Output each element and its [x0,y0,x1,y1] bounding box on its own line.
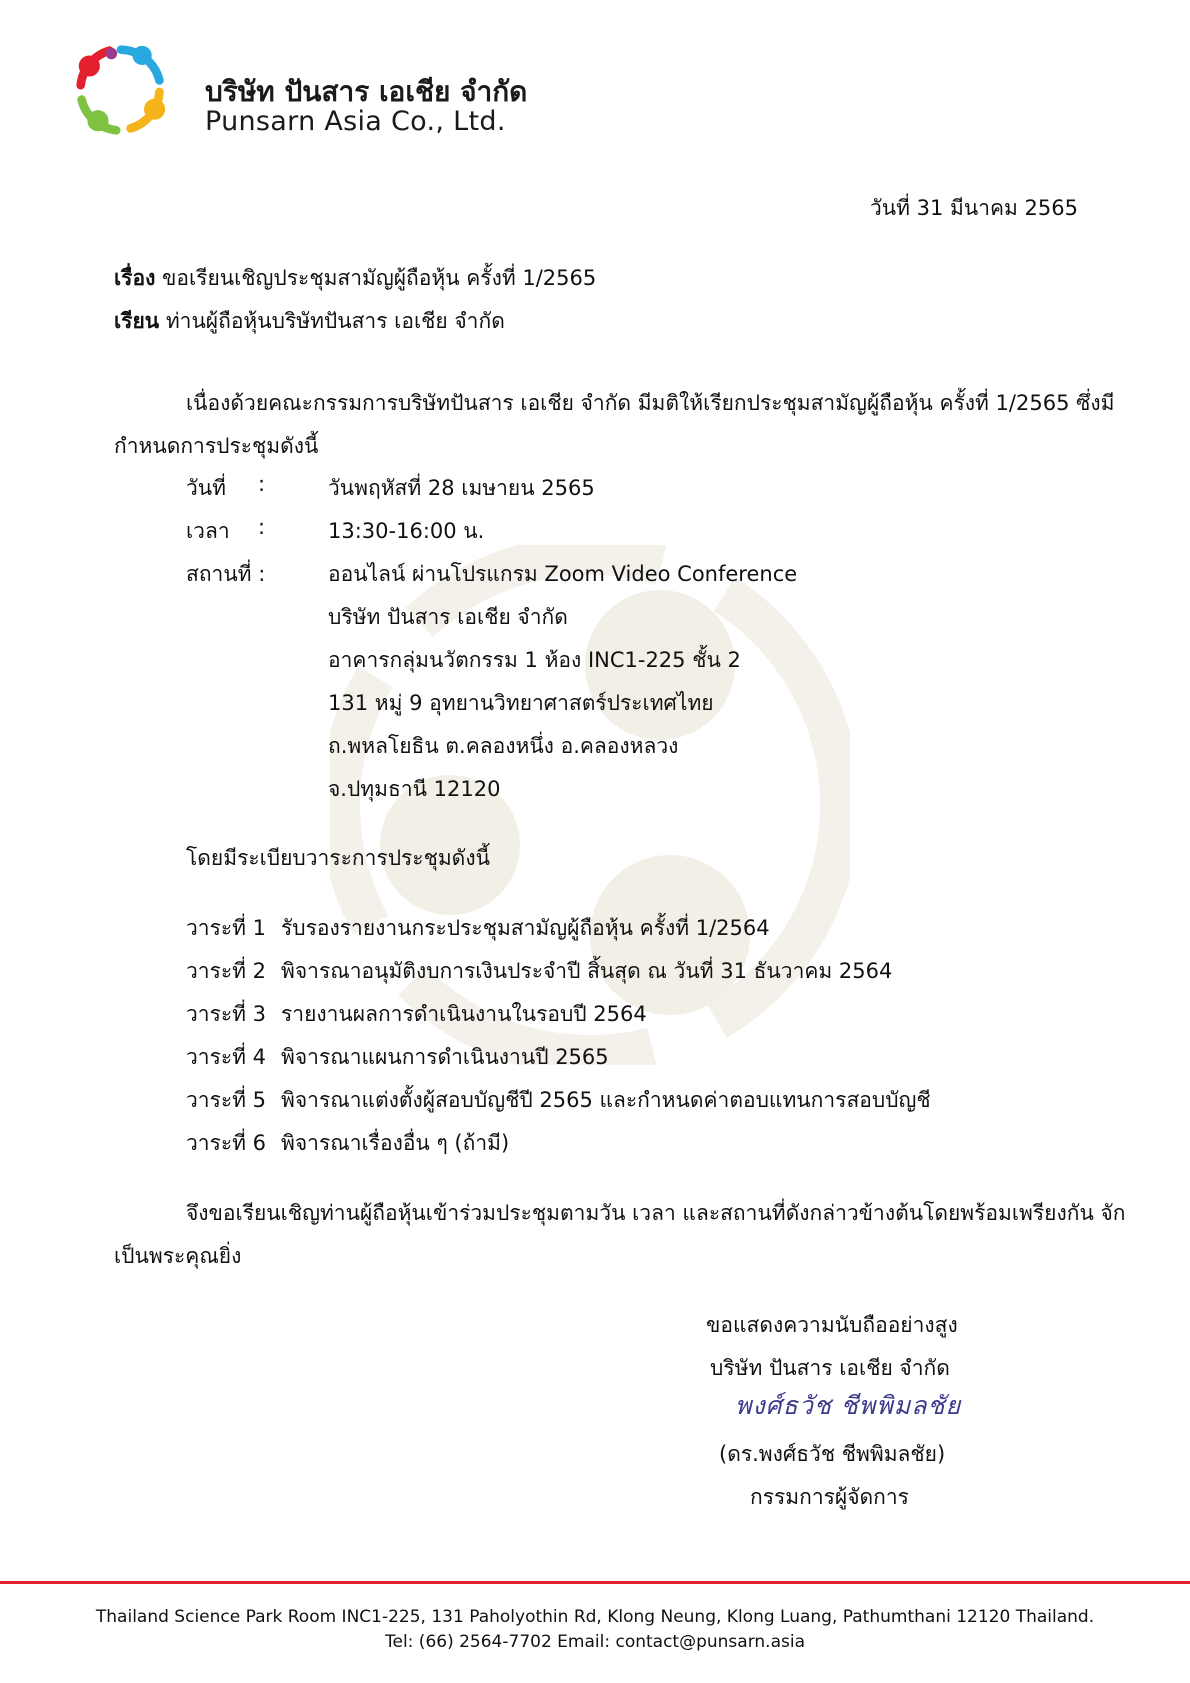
agenda-item: รายงานผลการดำเนินงานในรอบปี 2564 [281,1002,647,1026]
agenda-number: วาระที่ 3 [186,1002,267,1026]
intro-line-1: เนื่องด้วยคณะกรรมการบริษัทปันสาร เอเชีย จำกัด มีมติให้เรียกประชุมสามัญผู้ถือหุ้น ครั้งที่ 1/2565 ซึ่งมี [186,391,1115,415]
date-value: วันพฤหัสที่ 28 เมษายน 2565 [328,476,595,500]
company-logo-icon [72,42,170,138]
agenda-item: พิจารณาแต่งตั้งผู้สอบบัญชีปี 2565 และกำหนดค่าตอบแทนการสอบบัญชี [281,1088,931,1112]
place-line: จ.ปทุมธานี 12120 [328,777,501,801]
time-label: เวลา [186,519,230,543]
time-colon: : [258,515,266,539]
place-line: ออนไลน์ ผ่านโปรแกรม Zoom Video Conference [328,562,798,586]
footer-address: Thailand Science Park Room INC1-225, 131 Paholyothin Rd, Klong Neung, Klong Luang, Pathumthani 12120 Thailand. [95,1607,1095,1627]
agenda-number: วาระที่ 6 [186,1131,267,1155]
time-value: 13:30-16:00 น. [328,519,485,543]
agenda-intro: โดยมีระเบียบวาระการประชุมดังนี้ [186,846,490,870]
agenda-item: พิจารณาเรื่องอื่น ๆ (ถ้ามี) [281,1131,510,1155]
signatory-position: กรรมการผู้จัดการ [750,1485,909,1509]
agenda-item: พิจารณาอนุมัติงบการเงินประจำปี สิ้นสุด ณ วันที่ 31 ธันวาคม 2564 [281,959,893,983]
date-label: วันที่ [186,476,226,500]
place-line: 131 หมู่ 9 อุทยานวิทยาศาสตร์ประเทศไทย [328,691,714,715]
footer-divider [0,1581,1190,1584]
agenda-item: พิจารณาแผนการดำเนินงานปี 2565 [281,1045,609,1069]
date-colon: : [258,472,266,496]
recipient-text: ท่านผู้ถือหุ้นบริษัทปันสาร เอเชีย จำกัด [165,309,505,333]
place-line: บริษัท ปันสาร เอเชีย จำกัด [328,605,568,629]
closing-line-2: เป็นพระคุณยิ่ง [114,1244,242,1268]
intro-line-2: กำหนดการประชุมดังนี้ [114,434,319,458]
subject-text: ขอเรียนเชิญประชุมสามัญผู้ถือหุ้น ครั้งที่ 1/2565 [162,266,597,290]
subject-line [114,262,596,295]
place-label: สถานที่ : [186,562,266,586]
letter-date: วันที่ 31 มีนาคม 2565 [869,196,1078,220]
place-line: ถ.พหลโยธิน ต.คลองหนึ่ง อ.คลองหลวง [328,734,679,758]
agenda-number: วาระที่ 4 [186,1045,267,1069]
subject-label: เรื่อง [114,266,156,290]
agenda-number: วาระที่ 1 [186,916,267,940]
signatory-name: (ดร.พงศ์ธวัช ชีพพิมลชัย) [719,1442,946,1466]
place-line: อาคารกลุ่มนวัตกรรม 1 ห้อง INC1-225 ชั้น 2 [328,648,741,672]
agenda-item: รับรองรายงานกระประชุมสามัญผู้ถือหุ้น ครั้งที่ 1/2564 [281,916,770,940]
company-name-th: บริษัท ปันสาร เอเชีย จำกัด [205,75,528,108]
recipient-line [114,305,505,338]
recipient-label: เรียน [114,309,160,333]
closing-line-1: จึงขอเรียนเชิญท่านผู้ถือหุ้นเข้าร่วมประชุมตามวัน เวลา และสถานที่ดังกล่าวข้างต้นโดยพร้อมเพรียงกัน จัก [186,1201,1126,1225]
handwritten-signature: พงศ์ธวัช ชีพพิมลชัย [735,1391,962,1420]
agenda-number: วาระที่ 5 [186,1088,267,1112]
footer-contact: Tel: (66) 2564-7702 Email: contact@punsarn.asia [385,1632,805,1652]
agenda-number: วาระที่ 2 [186,959,267,983]
regards-text: ขอแสดงความนับถืออย่างสูง [706,1313,958,1337]
signature-company: บริษัท ปันสาร เอเชีย จำกัด [710,1356,950,1380]
company-name-en: Punsarn Asia Co., Ltd. [205,106,506,137]
